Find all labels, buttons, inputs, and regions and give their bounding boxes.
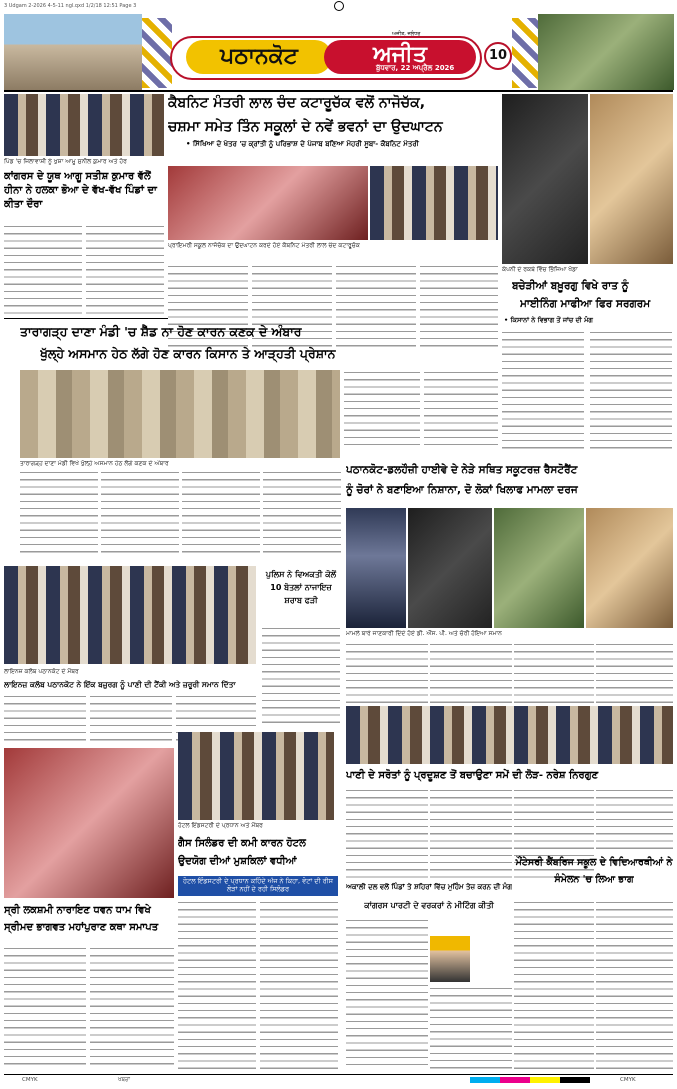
- grain-col-3: [182, 470, 260, 558]
- police-headline: ਪੁਲਿਸ ਨੇ ਵਿਅਕਤੀ ਕੋਲੋਂ 10 ਬੋਤਲਾਂ ਨਾਜਾਇਜ਼ ਸ਼ਰਾਬ ਫੜੀ: [265, 570, 337, 605]
- right-headline-2: ਮਾਈਨਿੰਗ ਮਾਫੀਆ ਫਿਰ ਸਰਗਰਮ: [520, 298, 651, 310]
- hotel-caption: ਹੋਟਲ ਇੰਡਸਟਰੀ ਦੇ ਪ੍ਰਧਾਨ ਅਤੇ ਮੈਂਬਰ: [178, 822, 263, 829]
- issue-date: ਬੁੱਧਵਾਰ, 22 ਅਪ੍ਰੈਲ 2026: [376, 64, 455, 72]
- gas-box: ਹੋਟਲ ਇੰਡਸਟਰੀ ਦੇ ਪ੍ਰਧਾਨ ਕਹਿੰਦੇ ਅੱਜ ਨੇ ਕਿਹਾ, ਵੋਟਾਂ ਦੀ ਰੀਸ ਲੋੜਾਂ ਨਹੀਂ ਦੇ ਰਹੀ ਸਿਲੰਡਰ: [178, 876, 338, 896]
- left-text-col-2: [86, 224, 164, 314]
- group-photo: [4, 566, 256, 664]
- masthead-pattern-right: [512, 18, 538, 88]
- registration-mark-icon: [334, 1, 344, 11]
- akali-col-2: [430, 986, 512, 1070]
- footer-mid: ਖਬਰਾਂ: [118, 1077, 130, 1083]
- montessori-headline: ਮੌਂਟੇਸਰੀ ਕੈਂਬਰਿਜ ਸਕੂਲ ਦੇ ਵਿਦਿਆਰਥੀਆਂ ਨੇ ਸੰਮੇਲਨ 'ਚ ਲਿਆ ਭਾਗ: [515, 857, 673, 885]
- gas-headline-1: ਗੈਸ ਸਿਲੰਡਰ ਦੀ ਕਮੀ ਕਾਰਨ ਹੋਟਲ: [178, 838, 306, 849]
- right-top-caption: ਕੰਪਨੀ ਦੇ ਰਕਬੇ ਵਿੱਚ ਭਿੱਜਿਆ ਖੱਡਾ: [502, 266, 578, 273]
- resort-headline-2: ਨੂੰ ਚੋਰਾਂ ਨੇ ਬਣਾਇਆ ਨਿਸ਼ਾਨਾ, ਦੋ ਲੋਕਾਂ ਖਿਲਾਫ ਮਾਮਲਾ ਦਰਜ: [346, 484, 578, 496]
- montessori-col-1: [514, 900, 594, 1070]
- grain-headline-1: ਤਾਰਾਗੜ੍ਹ ਦਾਣਾ ਮੰਡੀ 'ਚ ਸ਼ੈੱਡ ਨਾ ਹੋਣ ਕਾਰਨ ਕਣਕ ਦੇ ਅੰਬਾਰ: [20, 324, 302, 339]
- grain-top-rule: [4, 318, 168, 319]
- lions-headline: ਲਾਇਨਜ਼ ਕਲੱਬ ਪਠਾਨਕੋਟ ਨੇ ਇੱਕ ਬਜ਼ੁਰਗ ਨੂੰ ਪਾਣੀ ਦੀ ਟੈਂਕੀ ਅਤੇ ਜ਼ਰੂਰੀ ਸਮਾਨ ਦਿੱਤਾ: [4, 680, 236, 689]
- water-headline: ਪਾਣੀ ਦੇ ਸਰੋਤਾਂ ਨੂੰ ਪ੍ਰਦੂਸ਼ਣ ਤੋਂ ਬਚਾਉਣਾ ਸਮੇਂ ਦੀ ਲੋੜ- ਨਰੇਸ਼ ਨਿਰਗੁਣ: [346, 770, 599, 781]
- masthead-pattern-left: [142, 18, 172, 88]
- gas-col-1: [178, 900, 256, 1070]
- right-col-1: [502, 330, 584, 454]
- masthead-paper: ਅਜੀਤ: [324, 40, 476, 74]
- police-col: [262, 626, 340, 726]
- resort-headline-1: ਪਠਾਨਕੋਟ-ਡਲਹੌਜ਼ੀ ਹਾਈਵੇ ਦੇ ਨੇੜੇ ਸਥਿਤ ਸਕੂਟਰਜ਼ ਰੈਸਟੋਰੈਂਟ: [346, 464, 578, 476]
- left-text-col-1: [4, 224, 82, 314]
- mid-col-4: [596, 642, 673, 704]
- temple-col-1: [4, 946, 86, 1070]
- resort-photo-4: [586, 508, 673, 628]
- grain-col-4: [263, 470, 341, 558]
- right-subheadline: • ਕਿਸਾਨਾਂ ਨੇ ਵਿਭਾਗ ਤੋਂ ਜਾਂਚ ਦੀ ਮੰਗ: [504, 316, 593, 324]
- water-col-1: [346, 788, 428, 878]
- page-number: 10: [484, 42, 512, 70]
- mid-col-3: [514, 642, 594, 704]
- right-headline-1: ਬਚੇੜੀਆਂ ਬਖ਼ੂਰਗੁ ਵਿਖੇ ਰਾਤ ਨੂੰ: [512, 280, 629, 292]
- lead-headline-2: ਚਸ਼ਮਾ ਸਮੇਤ ਤਿੰਨ ਸਕੂਲਾਂ ਦੇ ਨਵੇਂ ਭਵਨਾਂ ਦਾ ਉਦਘਾਟਨ: [168, 119, 443, 135]
- right-top-photo-2: [590, 94, 673, 264]
- grain-col-2: [101, 470, 179, 558]
- color-bar: [470, 1077, 590, 1083]
- grain-headline-2: ਖੁੱਲ੍ਹੇ ਅਸਮਾਨ ਹੇਠ ਲੱਗੇ ਹੋਣ ਕਾਰਨ ਕਿਸਾਨ ਤੇ ਆੜ੍ਹਤੀ ਪ੍ਰੇਸ਼ਾਨ: [40, 346, 336, 361]
- temple-headline: ਸ੍ਰੀ ਲਕਸ਼ਮੀ ਨਾਰਾਇਣ ਧਵਨ ਧਾਮ ਵਿਖੇ ਸ੍ਰੀਮਦ ਭਾਗਵਤ ਮਹਾਂਪੁਰਾਣ ਕਥਾ ਸਮਾਪਤ: [4, 905, 159, 933]
- gas-col-2: [260, 900, 338, 1070]
- grain-caption: ਤਾਰਾਗੜ੍ਹ ਦਾਣਾ ਮੰਡੀ ਵਿਖੇ ਖੁੱਲ੍ਹੇ ਅਸਮਾਨ ਹੇਠ ਲੱਗੇ ਕਣਕ ਦੇ ਅੰਬਾਰ: [20, 460, 169, 467]
- congress-headline: ਕਾਂਗਰਸ ਪਾਰਟੀ ਦੇ ਵਰਕਰਾਂ ਨੇ ਮੀਟਿੰਗ ਕੀਤੀ: [364, 901, 494, 910]
- temple-photo: [4, 748, 174, 898]
- right-top-photo-1: [502, 94, 588, 264]
- grain-col-1: [20, 470, 98, 558]
- students-photo: [346, 706, 673, 764]
- resort-caption: ਮਾਮਲੇ ਬਾਰੇ ਜਾਣਕਾਰੀ ਦਿੰਦੇ ਹੋਏ ਡੀ. ਐੱਸ. ਪੀ. ਅਤੇ ਚੋਰੀ ਹੋਇਆ ਸਮਾਨ: [346, 630, 502, 637]
- gas-headline-2: ਉਦਯੋਗ ਦੀਆਂ ਮੁਸ਼ਕਿਲਾਂ ਵਧੀਆਂ: [178, 856, 297, 867]
- portrait-photo: [430, 936, 470, 982]
- lead-subheadline: • ਸਿੱਖਿਆ ਦੇ ਖੇਤਰ 'ਚ ਕ੍ਰਾਂਤੀ ਨੂੰ ਪਰਿਭਾਸ਼ ਦੇ ਪੰਜਾਬ ਬਣਿਆ ਮੋਹਰੀ ਸੂਬਾ- ਕੈਬਨਿਟ ਮੰਤਰੀ: [186, 140, 419, 148]
- grain-photo: [20, 370, 340, 458]
- lead-headline-1: ਕੈਬਨਿਟ ਮੰਤਰੀ ਲਾਲ ਚੰਦ ਕਟਾਰੂਚੱਕ ਵਲੋਂ ਨਾਜੋਚੱਕ,: [168, 95, 426, 111]
- masthead-photo-right: [538, 14, 674, 90]
- footer-rule: [4, 1074, 673, 1075]
- akali-col-1: [346, 918, 428, 1070]
- school-photo-2: [370, 166, 498, 240]
- left-photo-caption: ਪਿੰਡ 'ਚ ਜਿਲਾਵਾਸ਼ੀ ਨੂੰ ਖੁਸ਼ਾ ਆਮੂ ਸੁਨੀਲ ਕੁਮਾਰ ਅਤੇ ਹੋਰ: [4, 158, 127, 165]
- mid-col-2: [430, 642, 512, 704]
- water-col-4: [596, 788, 673, 850]
- left-top-photo: [4, 94, 164, 156]
- print-line: 3 Udgam 2-2026 4-5-11 ngl.qxd 1/2/18 12:51 Page 3: [4, 3, 137, 9]
- montessori-col-2: [596, 900, 673, 1070]
- resort-photo-police: [346, 508, 406, 628]
- left-headline: ਕਾਂਗਰਸ ਦੇ ਯੂਥ ਆਗੂ ਸਤੀਸ਼ ਕੁਮਾਰ ਵੱਲੋਂ ਹੀਨਾ ਨੇ ਹਲਕਾ ਭੋਆ ਦੇ ਵੱਖ-ਵੱਖ ਪਿੰਡਾਂ ਦਾ ਕੀਤਾ ਦੌਰਾ: [4, 171, 157, 210]
- hotel-photo: [178, 732, 334, 820]
- lions-col-1: [4, 694, 86, 744]
- school-caption: ਪ੍ਰਾਇਮਰੀ ਸਕੂਲ ਨਾਜੋਚੱਕ ਦਾ ਉਦਘਾਟਨ ਕਰਦੇ ਹੋਏ ਕੈਬਨਿਟ ਮੰਤਰੀ ਲਾਲ ਚੰਦ ਕਟਾਰੂਚੱਕ: [168, 242, 360, 249]
- mid-col-1: [346, 642, 428, 704]
- akali-headline: ਅਕਾਲੀ ਦਲ ਵਲੋਂ ਪਿੰਡਾਂ ਤੇ ਸ਼ਹਿਰਾਂ ਵਿੱਚ ਮੁਹਿੰਮ ਤੇਜ਼ ਕਰਨ ਦੀ ਮੰਗ: [346, 883, 512, 891]
- lead-cont-col-1: [344, 370, 420, 446]
- lead-col-4: [420, 264, 498, 352]
- right-col-2: [590, 330, 672, 454]
- masthead-city: ਪਠਾਨਕੋਟ: [186, 40, 332, 74]
- temple-col-2: [90, 946, 174, 1070]
- school-photo-1: [168, 166, 368, 240]
- masthead-small: ਅਜੀਤ, ਜਲੰਧਰ: [392, 31, 421, 37]
- resort-photo-3: [494, 508, 584, 628]
- lions-col-2: [90, 694, 172, 744]
- footer-right: CMYK: [620, 1077, 636, 1083]
- group-caption: ਲਾਇਨਜ਼ ਕਲੱਬ ਪਠਾਨਕੋਟ ਦੇ ਮੈਂਬਰ: [4, 668, 79, 675]
- resort-photo-2: [408, 508, 492, 628]
- masthead-photo-left: [4, 14, 142, 90]
- lead-cont-col-2: [424, 370, 498, 446]
- water-col-2: [430, 788, 512, 878]
- footer-left: CMYK: [22, 1077, 38, 1083]
